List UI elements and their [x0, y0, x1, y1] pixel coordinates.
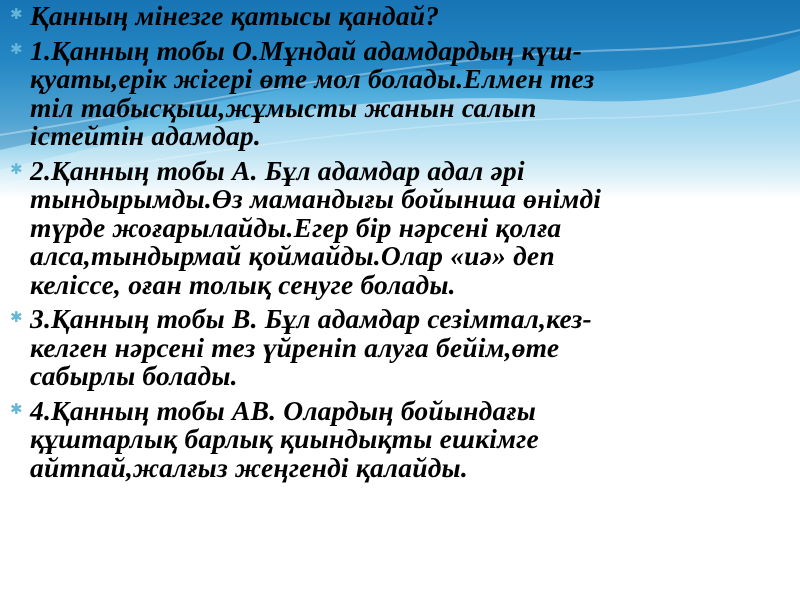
list-item [8, 34, 788, 151]
text-line: сабырлы болады. [30, 360, 238, 391]
list-item-text [30, 2, 788, 31]
text-line: түрде жоғарылайды.Егер бір нәрсені қолға [30, 211, 562, 243]
star-bullet-icon: ✱ [10, 5, 23, 23]
text-line: 4.Қанның тобы АВ. Олардың бойындағы [30, 394, 537, 426]
text-line: тындырымды.Өз мамандығы бойынша өнімді [30, 183, 602, 214]
star-bullet-icon: ✱ [10, 39, 23, 58]
list-item [8, 394, 788, 483]
text-line: тіл табысқыш,жұмысты жанын салып [30, 91, 537, 123]
star-bullet-icon: ✱ [10, 308, 23, 326]
star-bullet-icon: ✱ [10, 159, 23, 178]
text-line: алса,тындырмай қоймайды.Олар «иә» деп [30, 240, 555, 271]
text-line: қуаты,ерік жігері өте мол болады.Елмен тез [30, 63, 595, 94]
text-line: құштарлық барлық қиындықты ешкімге [30, 423, 539, 454]
list-item-text [30, 34, 788, 151]
list-item [8, 2, 788, 31]
text-line: 3.Қанның тобы В. Бұл адамдар сезімтал,кез- [30, 303, 592, 334]
list-item-text [30, 154, 788, 300]
text-line: келіссе, оған толық сенуге болады. [30, 268, 456, 300]
slide-content [8, 2, 788, 488]
list-item-text [30, 394, 788, 483]
text-line: келген нәрсені тез үйреніп алуға бейім,өте [30, 331, 560, 363]
text-line: 2.Қанның тобы А. Бұл адамдар адал әрі [30, 154, 525, 186]
list-item-text [30, 305, 788, 391]
list-item [8, 154, 788, 300]
text-line: 1.Қанның тобы О.Мұндай адамдардың күш- [30, 34, 582, 66]
text-line: істейтін адамдар. [30, 120, 261, 151]
text-line: айтпай,жалғыз жеңгенді қалайды. [30, 451, 468, 483]
list-item [8, 305, 788, 391]
text-line: Қанның мінезге қатысы қандай? [30, 0, 440, 31]
star-bullet-icon: ✱ [10, 399, 23, 418]
